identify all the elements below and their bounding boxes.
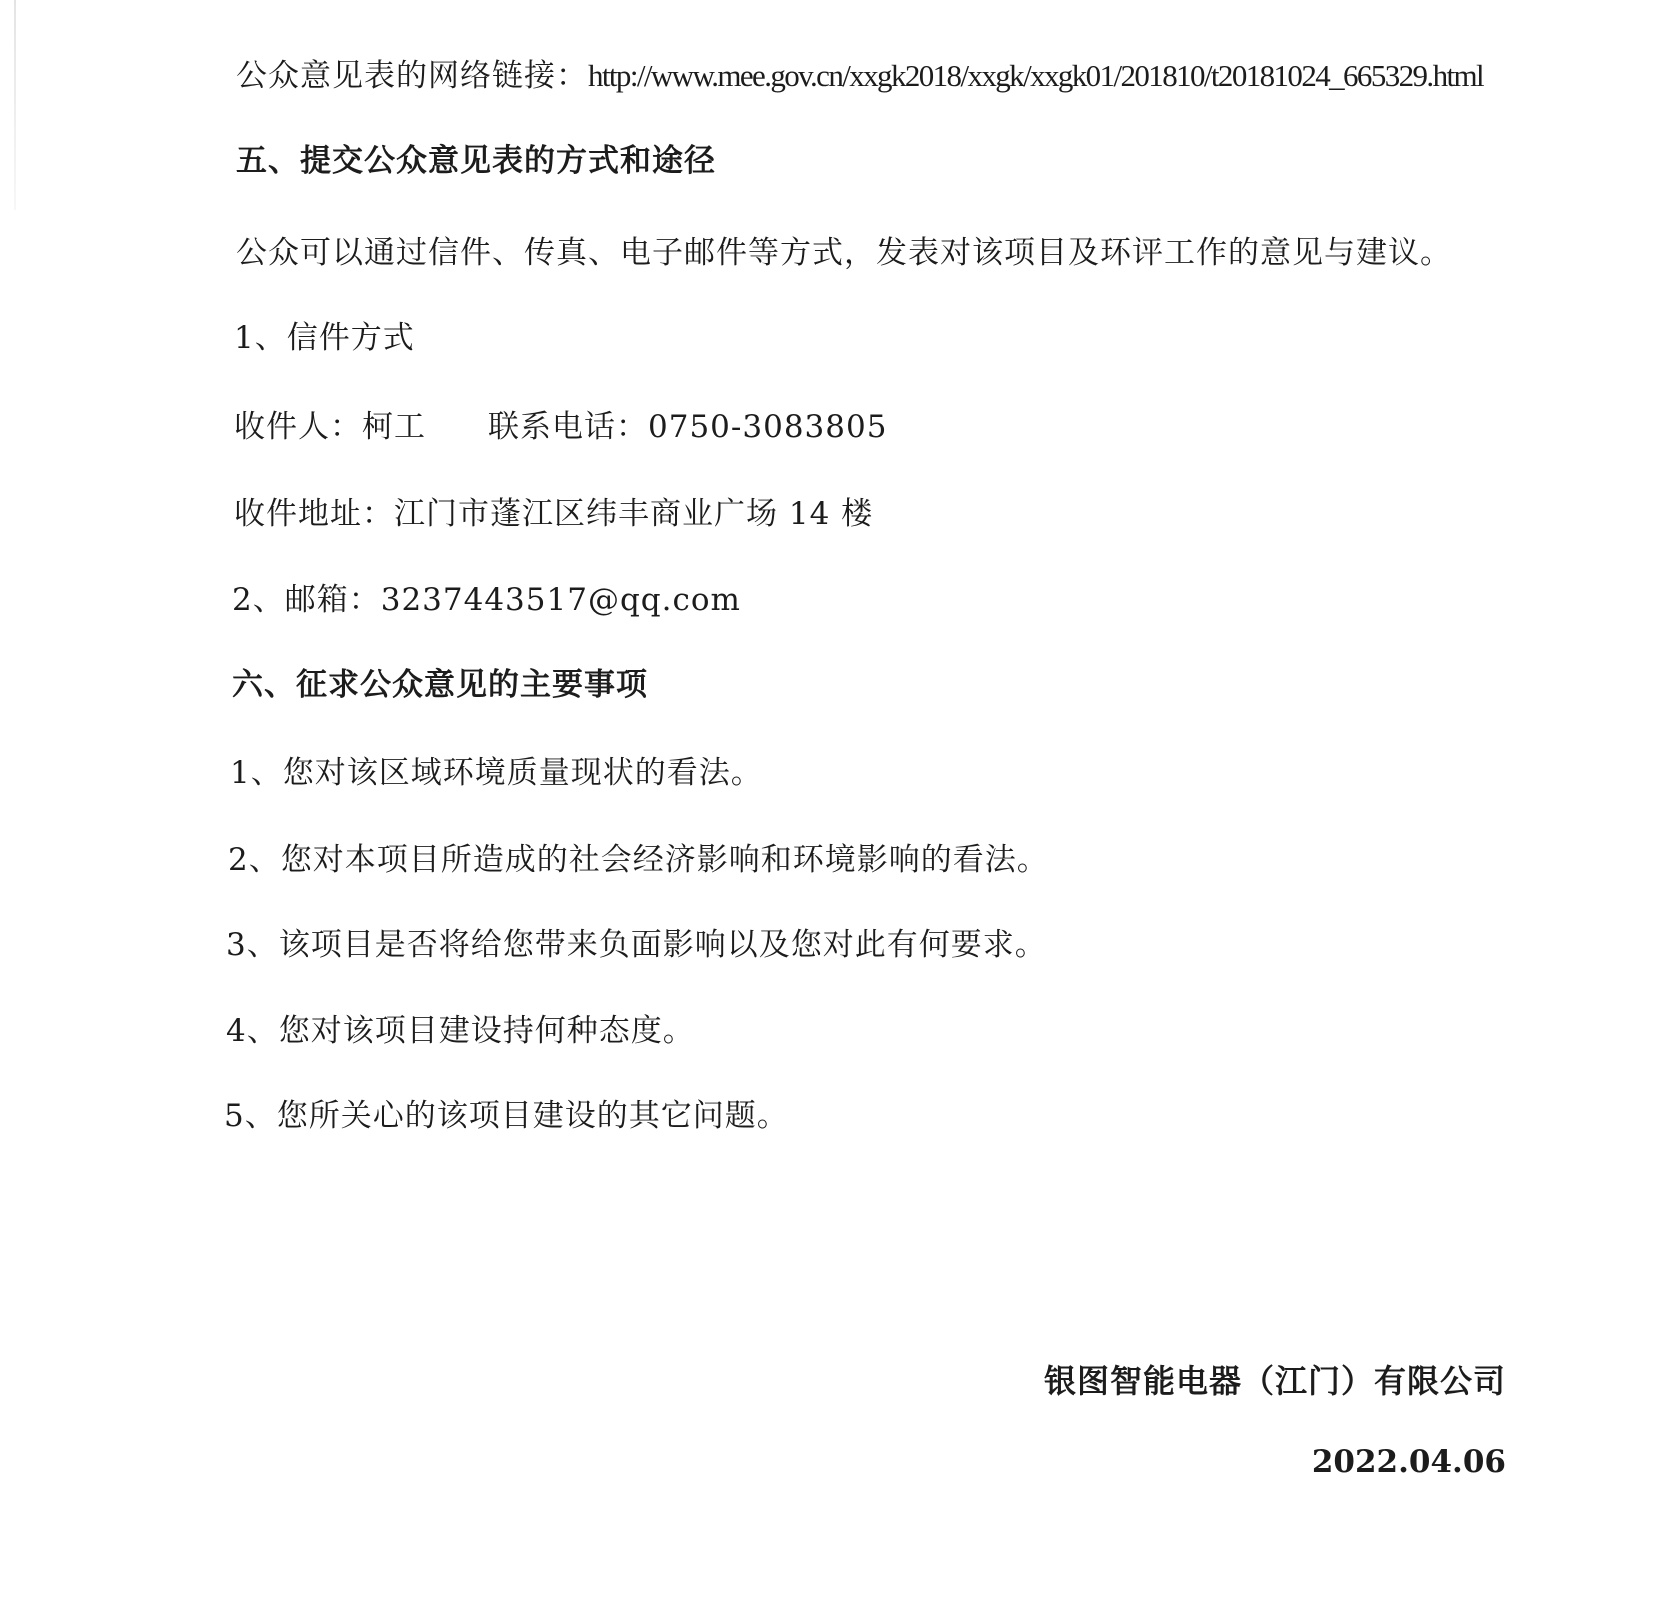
signature-date: 2022.04.06 [1311, 1444, 1506, 1480]
contact-email: 2、邮箱：3237443517@qq.com [232, 582, 741, 618]
recipient-phone: 联系电话：0750-3083805 [488, 409, 888, 445]
recipient-address: 收件地址：江门市蓬江区纬丰商业广场 14 楼 [234, 496, 874, 532]
recipient-line [234, 407, 887, 447]
section6-item-4: 4、您对该项目建设持何种态度。 [226, 1013, 695, 1049]
scan-edge-shadow [14, 0, 16, 210]
link-url[interactable]: http://www.mee.gov.cn/xxgk2018/xxgk/xxgk01/201810/t20181024_665329.html [588, 58, 1484, 93]
section6-item-5: 5、您所关心的该项目建设的其它问题。 [224, 1098, 789, 1134]
link-line [236, 56, 1483, 96]
recipient-name: 收件人：柯工 [234, 409, 426, 445]
signature-company: 银图智能电器（江门）有限公司 [1043, 1362, 1506, 1400]
section6-heading: 六、征求公众意见的主要事项 [232, 667, 648, 703]
section6-item-1: 1、您对该区域环境质量现状的看法。 [230, 755, 763, 791]
section5-item1-title: 1、信件方式 [234, 320, 415, 356]
section5-intro: 公众可以通过信件、传真、电子邮件等方式，发表对该项目及环评工作的意见与建议。 [236, 235, 1452, 271]
link-label: 公众意见表的网络链接： [236, 58, 588, 94]
section5-heading: 五、提交公众意见表的方式和途径 [236, 143, 716, 179]
section6-item-3: 3、该项目是否将给您带来负面影响以及您对此有何要求。 [226, 927, 1047, 963]
section6-item-2: 2、您对本项目所造成的社会经济影响和环境影响的看法。 [228, 842, 1049, 878]
